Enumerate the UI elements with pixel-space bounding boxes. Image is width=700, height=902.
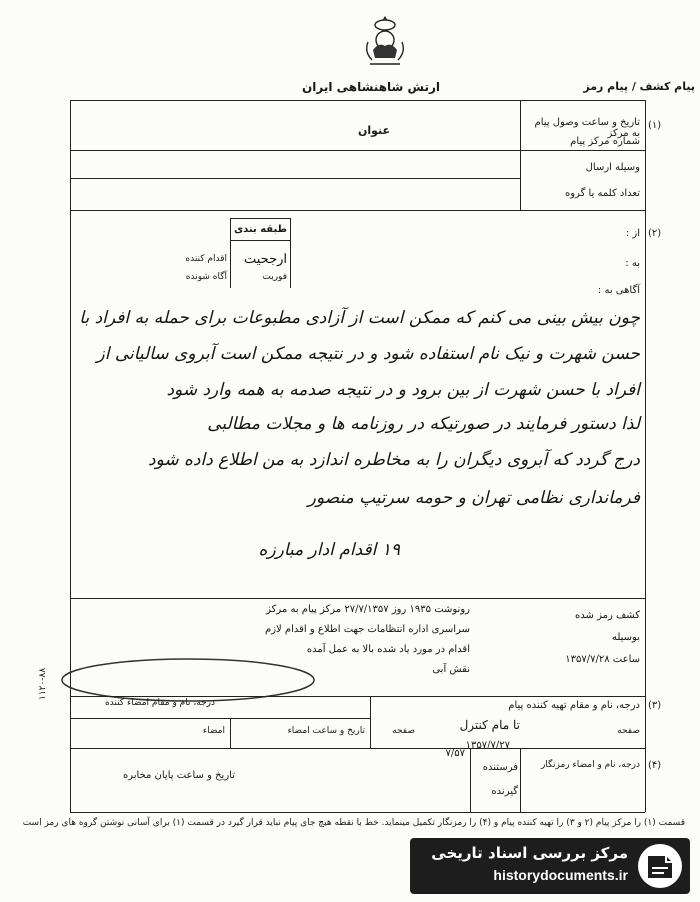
column-line [370, 696, 371, 748]
section1-row-receipt-time: تاریخ و ساعت وصول پیام به مرکز [534, 117, 640, 139]
row-line [70, 718, 370, 719]
section4-handwritten-date: ۷/۵۷ [445, 748, 465, 759]
info-label: آگاهی به : [597, 285, 640, 296]
classification-box-left [230, 218, 231, 288]
side-margin-text: ۱۱۲۰-۸۸ [38, 667, 48, 700]
row-line [70, 178, 520, 179]
section3-handwritten-name: تا مام کنترل [459, 718, 520, 732]
archive-logo-icon [636, 842, 684, 890]
from-label: از : [625, 228, 640, 239]
right-note-line: ساعت ۱۳۵۷/۷/۲۸ [565, 654, 640, 665]
message-line: چون بیش بینی می کنم که ممکن است از آزادی مطبوعات برای حمله به افراد با [79, 308, 640, 328]
watermark-url: historydocuments.ir [493, 867, 628, 883]
sender-label: فرستنده [482, 762, 518, 773]
section4-number: (۴) [648, 760, 662, 771]
section3-sign-label: امضاء [202, 726, 225, 736]
receipt-note-line: سراسری اداره انتظامات جهت اطلاع و اقدام لازم [265, 624, 470, 635]
column-line [230, 718, 231, 748]
section3-number: (۳) [648, 700, 662, 711]
classification-box-right [290, 218, 291, 288]
section3-bottom-line [70, 748, 645, 749]
classification-label: طبقه بندی [233, 224, 287, 235]
to-label: به : [625, 258, 640, 269]
section4-label: درجه، نام و امضاء رمزنگار [540, 760, 640, 770]
priority-value: ارجحیت [243, 252, 287, 267]
receiver-label: گیرنده [491, 786, 518, 797]
footer-note: قسمت (۱) را مرکز پیام (۲ و ۳) را تهیه کننده پیام و (۴) را رمزنگار تکمیل مینماید. خط یا نقطه هیچ جای پیام نباید قرار گیرد در قسمت (۱) برای آسانی نوشتن گروه های رمز است [22, 818, 685, 828]
message-line: فرمانداری نظامی تهران و حومه سرتیپ منصور [307, 488, 640, 508]
section1-number: (۱) [648, 120, 662, 131]
watermark-banner [410, 838, 690, 894]
column-line [470, 748, 471, 812]
section2-number: (۲) [648, 228, 662, 239]
section3-signer-label: درجه، نام و مقام امضاء کننده [104, 698, 215, 708]
priority-label: فوریت [262, 272, 287, 282]
section1-row-word-count: تعداد کلمه یا گروه [564, 188, 640, 199]
column-line [520, 748, 521, 812]
frame-top-line [70, 100, 645, 101]
action-label: اقدام کننده [185, 254, 227, 264]
section1-divider [520, 100, 521, 210]
frame-right-line [645, 100, 646, 812]
section1-bottom-line [70, 210, 645, 211]
section3-label: درجه، نام و مقام تهیه کننده پیام [508, 700, 640, 711]
form-name: پیام کشف / پیام رمز [583, 80, 695, 93]
section3-handwritten-date: ۱۳۵۷/۷/۲۷ [465, 740, 510, 751]
section1-row-center-number: شماره مرکز پیام [570, 136, 640, 147]
lion-and-sun-emblem-icon [360, 12, 410, 68]
classification-box-top [230, 218, 290, 219]
watermark-org-name: مرکز بررسی اسناد تاریخی [431, 844, 628, 862]
message-line: حسن شهرت و نیک نام استفاده شود و در نتیجه ممکن است آبروی سالیانی از [96, 344, 640, 364]
signature-line: ۱۹ اقدام ادار مبارزه [258, 540, 400, 560]
section3-datetime-label: تاریخ و ساعت امضاء [287, 726, 365, 736]
receipt-note-line: اقدام در مورد یاد شده بالا به عمل آمده [306, 644, 470, 655]
message-line: لذا دستور فرمایند در صورتیکه در روزنامه ها و مجلات مطالبی [207, 414, 640, 434]
end-time-label: تاریخ و ساعت پایان مخابره [122, 770, 235, 781]
army-title: ارتش شاهنشاهی ایران [302, 80, 440, 94]
right-note-line: بوسیله [611, 632, 640, 643]
section3-top-line [70, 696, 645, 697]
section1-row-send-method: وسیله ارسال [585, 162, 640, 173]
frame-bottom-line [70, 812, 645, 813]
receipt-note-line: رونوشت ۱۹۳۵ روز ۲۷/۷/۱۳۵۷ مرکز پیام به مرکز [266, 604, 470, 615]
classification-box-mid [230, 240, 290, 241]
row-line [70, 150, 645, 151]
subject-label: عنوان [357, 124, 390, 137]
message-line: افراد با حسن شهرت از بین برود و در نتیجه صدمه به همه وارد شود [166, 380, 640, 400]
right-note-line: کشف رمز شده [575, 610, 640, 621]
receipt-note-line: نقش آبی [432, 664, 470, 675]
section3-page-label-right: صفحه [617, 726, 640, 736]
section3-page-label: صفحه [392, 726, 415, 736]
informed-label: آگاه شونده [185, 272, 227, 282]
notes-top-line [70, 598, 645, 599]
message-line: درج گردد که آبروی دیگران را به مخاطره اندازد به من اطلاع داده شود [148, 450, 640, 470]
